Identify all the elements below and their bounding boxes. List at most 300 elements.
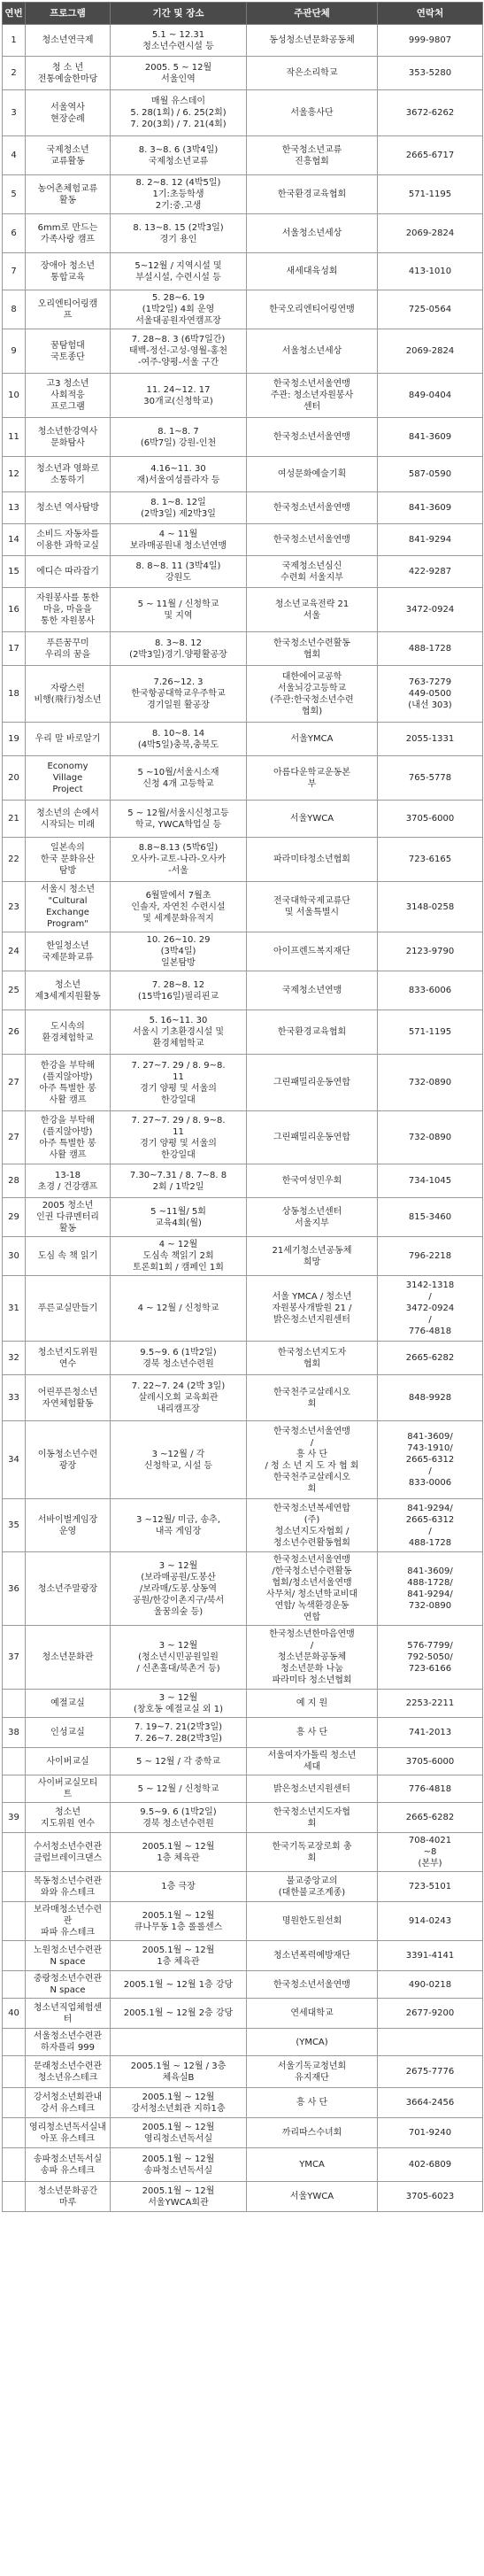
cell-period-place: 5 ~11월/ 5회 교육4회(월) — [111, 1198, 247, 1237]
cell-period-place: 10. 26~10. 29 (3박4일) 일본탐방 — [111, 932, 247, 971]
cell-organizer: 한국청소년서울연맹 — [247, 492, 378, 524]
cell-number: 17 — [3, 632, 26, 666]
cell-number: 27 — [3, 1111, 26, 1164]
cell-contact: 841-3609 — [378, 418, 483, 457]
cell-contact: 2665-6717 — [378, 136, 483, 175]
cell-contact: 488-1728 — [378, 632, 483, 666]
cell-number — [3, 1902, 26, 1941]
cell-program: 13-18 초경 / 건강캠프 — [26, 1164, 111, 1198]
cell-organizer: 한국청소년한마음연맹 / 청소년문화공동체 청소년문화 나눔 파라미타 청소년협회 — [247, 1626, 378, 1690]
table-row — [3, 556, 483, 588]
cell-program: 어린푸른청소년 자연체험활동 — [26, 1375, 111, 1421]
cell-organizer: 흥 사 단 — [247, 1718, 378, 1748]
cell-number: 25 — [3, 971, 26, 1010]
table-row — [3, 1342, 483, 1375]
cell-period-place: 8. 13~8. 15 (2박3일) 경기 용인 — [111, 214, 247, 253]
cell-contact: 841-3609/ 743-1910/ 2665-6312 / 833-0006 — [378, 1421, 483, 1499]
cell-period-place: 1층 극장 — [111, 1872, 247, 1902]
cell-number: 12 — [3, 457, 26, 492]
cell-period-place: 3 ~ 12월 (보라매공원/도봉산 /보라매/도봉.상동역 공원/한강이촌지구/북서 울꿈의숲 등) — [111, 1552, 247, 1626]
cell-period-place: 8. 10~8. 14 (4박5일)충북,충북도 — [111, 723, 247, 756]
cell-program: 도심 속 책 읽기 — [26, 1237, 111, 1276]
cell-number — [3, 2182, 26, 2212]
cell-contact: 3472-0924 — [378, 588, 483, 632]
cell-organizer: YMCA — [247, 2148, 378, 2182]
cell-program: 푸른교실만들기 — [26, 1276, 111, 1342]
cell-number: 27 — [3, 1055, 26, 1111]
cell-contact: 571-1195 — [378, 175, 483, 214]
cell-organizer: 서울YWCA — [247, 801, 378, 838]
cell-program: 우리 말 바로알기 — [26, 723, 111, 756]
cell-program: 에디슨 따라잡기 — [26, 556, 111, 588]
cell-contact: 3672-6262 — [378, 90, 483, 136]
cell-contact: 841-3609 — [378, 492, 483, 524]
cell-number: 22 — [3, 838, 26, 882]
cell-organizer: 연세대학교 — [247, 1999, 378, 2029]
cell-period-place: 2005.1월 ~ 12월 / 3층 체육실B — [111, 2056, 247, 2088]
cell-period-place: 7. 28~8. 3 (6박7일간) 태백-정선-고성-영월-홍천 -여주-양평-서울 구간 — [111, 329, 247, 374]
cell-program: 목동청소년수련관 와와 유스테크 — [26, 1872, 111, 1902]
table-row — [3, 1833, 483, 1872]
cell-program: 이동청소년수련 광장 — [26, 1421, 111, 1499]
table-header-row — [3, 3, 483, 25]
cell-contact: 776-4818 — [378, 1775, 483, 1803]
cell-contact: 3391-4141 — [378, 1941, 483, 1971]
table-row — [3, 1999, 483, 2029]
cell-number: 29 — [3, 1198, 26, 1237]
cell-number — [3, 1775, 26, 1803]
cell-program: 서울청소년수련관 하자플리 999 — [26, 2029, 111, 2056]
cell-organizer: 여성문화예술기획 — [247, 457, 378, 492]
table-row — [3, 1971, 483, 1999]
cell-program: 한강을 부탁해 (플지않아방) 아주 특별한 봉 사활 캠프 — [26, 1055, 111, 1111]
cell-program: 서바이벌게임장 운영 — [26, 1499, 111, 1552]
cell-period-place: 8. 3~8. 6 (3박4일) 국제청소년교류 — [111, 136, 247, 175]
cell-organizer: 대한에어교공학 서울뇌강고등학교 (주관:한국청소년수련 협회) — [247, 666, 378, 723]
cell-number — [3, 1971, 26, 1999]
cell-organizer: 한국청소년지도자협 회 — [247, 1803, 378, 1833]
table-row — [3, 1690, 483, 1718]
cell-period-place: 2005.1월 ~ 12월 1층 체육관 — [111, 1833, 247, 1872]
cell-organizer: 한국기독교장로회 총 회 — [247, 1833, 378, 1872]
cell-number — [3, 1941, 26, 1971]
cell-contact: 413-1010 — [378, 253, 483, 290]
cell-contact: 701-9240 — [378, 2118, 483, 2148]
cell-program: 청소년과 영화로 소통하기 — [26, 457, 111, 492]
cell-number: 40 — [3, 1999, 26, 2029]
table-row — [3, 418, 483, 457]
cell-contact: 3142-1318 / 3472-0924 / 776-4818 — [378, 1276, 483, 1342]
table-row — [3, 492, 483, 524]
cell-contact: 849-0404 — [378, 374, 483, 418]
cell-number — [3, 1833, 26, 1872]
table-row — [3, 1626, 483, 1690]
cell-period-place: 6월말에서 7월초 인솔자, 자연친 수련시설 및 세계문화유적지 — [111, 882, 247, 932]
cell-number: 23 — [3, 882, 26, 932]
cell-program: 오리엔티어링캠 프 — [26, 290, 111, 329]
table-row — [3, 329, 483, 374]
cell-organizer: 상동청소년센터 서울지부 — [247, 1198, 378, 1237]
table-row — [3, 1010, 483, 1055]
cell-number: 15 — [3, 556, 26, 588]
cell-number: 34 — [3, 1421, 26, 1499]
cell-program: 송파청소년독서실 송파 유스테크 — [26, 2148, 111, 2182]
cell-program: 푸른꿈꾸미 우리의 꿈을 — [26, 632, 111, 666]
cell-program: 보라매청소년수련 관 파파 유스테크 — [26, 1902, 111, 1941]
cell-program: 청소년지도위원 연수 — [26, 1342, 111, 1375]
cell-period-place: 2005.1월 ~ 12월 1층 강당 — [111, 1971, 247, 1999]
cell-organizer: 파라미타청소년협회 — [247, 838, 378, 882]
cell-period-place: 3 ~ 12월 (창호동 예절교실 외 1) — [111, 1690, 247, 1718]
cell-organizer: 서울여자가톨릭 청소년 세대 — [247, 1748, 378, 1775]
table-row — [3, 175, 483, 214]
table-row — [3, 457, 483, 492]
cell-period-place: 7. 22~7. 24 (2박 3일) 살레시오회 교육회관 내리캠프장 — [111, 1375, 247, 1421]
cell-period-place: 4 ~ 12월 / 신청학교 — [111, 1276, 247, 1342]
table-row — [3, 932, 483, 971]
cell-program: 청소년주말광장 — [26, 1552, 111, 1626]
cell-program: 자랑스런 비행(飛行)청소년 — [26, 666, 111, 723]
cell-period-place: 2005. 5 ~ 12월 서울인역 — [111, 57, 247, 90]
cell-period-place: 2005.1월 ~ 12월 강서청소년회관 지하1층 — [111, 2088, 247, 2118]
cell-contact: 732-0890 — [378, 1111, 483, 1164]
cell-organizer: 예 지 원 — [247, 1690, 378, 1718]
cell-contact: 2069-2824 — [378, 214, 483, 253]
cell-period-place: 8. 2~8. 12 (4박5일) 1기:초등학생 2기:중.고생 — [111, 175, 247, 214]
cell-period-place: 5 ~10월/서울시소재 신청 4개 고등학교 — [111, 756, 247, 801]
cell-program: 장애아 청소년 통합교육 — [26, 253, 111, 290]
cell-organizer: 서울청소년세상 — [247, 329, 378, 374]
table-row — [3, 1941, 483, 1971]
cell-organizer: 전국대학국제교류단 및 서울특별시 — [247, 882, 378, 932]
cell-number: 31 — [3, 1276, 26, 1342]
cell-organizer: 한국환경교육협회 — [247, 1010, 378, 1055]
cell-number: 13 — [3, 492, 26, 524]
cell-contact: 999-9807 — [378, 25, 483, 57]
cell-period-place: 4.16~11. 30 재)서울여성플라자 등 — [111, 457, 247, 492]
header-contact: 연락처 — [378, 3, 483, 25]
cell-program: 청 소 년 전통예술한마당 — [26, 57, 111, 90]
cell-program: 청소년 제3세계지원활동 — [26, 971, 111, 1010]
cell-number — [3, 1690, 26, 1718]
table-body — [3, 25, 483, 2212]
cell-organizer: 까리따스수녀회 — [247, 2118, 378, 2148]
cell-number — [3, 2056, 26, 2088]
cell-contact: 725-0564 — [378, 290, 483, 329]
table-row — [3, 2088, 483, 2118]
cell-period-place: 5 ~ 11월 / 신청학교 및 지역 — [111, 588, 247, 632]
table-row — [3, 588, 483, 632]
cell-period-place: 4 ~ 11월 보라매공원내 청소년연맹 — [111, 524, 247, 556]
cell-contact: 571-1195 — [378, 1010, 483, 1055]
table-row — [3, 801, 483, 838]
cell-period-place: 2005.1월 ~ 12월 송파청소년독서실 — [111, 2148, 247, 2182]
cell-organizer: 서울YMCA — [247, 723, 378, 756]
table-row — [3, 90, 483, 136]
cell-number: 20 — [3, 756, 26, 801]
cell-period-place: 2005.1월 ~ 12월 영리청소년독서실 — [111, 2118, 247, 2148]
cell-contact: 734-1045 — [378, 1164, 483, 1198]
cell-number — [3, 2148, 26, 2182]
cell-contact: 422-9287 — [378, 556, 483, 588]
table-row — [3, 632, 483, 666]
cell-contact: 587-0590 — [378, 457, 483, 492]
cell-program: 노원청소년수련관 N space — [26, 1941, 111, 1971]
header-organizer: 주관단체 — [247, 3, 378, 25]
cell-contact: 841-9294 — [378, 524, 483, 556]
cell-period-place: 2005.1월 ~ 12월 2층 강당 — [111, 1999, 247, 2029]
cell-number: 32 — [3, 1342, 26, 1375]
cell-number: 2 — [3, 57, 26, 90]
cell-period-place: 5. 16~11. 30 서울시 기초환경시설 및 환경체험학교 — [111, 1010, 247, 1055]
table-row — [3, 290, 483, 329]
table-row — [3, 1748, 483, 1775]
cell-period-place: 8. 1~8. 12일 (2박3일) 제2박3일 — [111, 492, 247, 524]
cell-organizer: 동성청소년문화공동체 — [247, 25, 378, 57]
cell-organizer: 아름다운학교운동본 부 — [247, 756, 378, 801]
table-row — [3, 971, 483, 1010]
table-row — [3, 25, 483, 57]
table-row — [3, 2056, 483, 2088]
table-row — [3, 723, 483, 756]
table-row — [3, 214, 483, 253]
cell-period-place: 7. 19~7. 21(2박3일) 7. 26~7. 28(2박3일) — [111, 1718, 247, 1748]
cell-organizer: 불교중앙교의 (대한불교조계종) — [247, 1872, 378, 1902]
cell-number: 9 — [3, 329, 26, 374]
cell-contact: 732-0890 — [378, 1055, 483, 1111]
cell-program: 청소년한강역사 문화탐사 — [26, 418, 111, 457]
cell-program: 도시속의 환경체험학교 — [26, 1010, 111, 1055]
table-row — [3, 253, 483, 290]
cell-period-place: 7. 27~7. 29 / 8. 9~8. 11 경기 양평 및 서울의 한강일대 — [111, 1055, 247, 1111]
table-row — [3, 1902, 483, 1941]
cell-contact: 2675-7776 — [378, 2056, 483, 2088]
cell-program: 한일청소년 국제문화교류 — [26, 932, 111, 971]
table-row — [3, 666, 483, 723]
table-row — [3, 57, 483, 90]
cell-contact: 848-9928 — [378, 1375, 483, 1421]
cell-program: 청소년의 손에서 시작되는 미래 — [26, 801, 111, 838]
cell-period-place — [111, 2029, 247, 2056]
table-row — [3, 1718, 483, 1748]
cell-period-place: 11. 24~12. 17 30개교(신청학교) — [111, 374, 247, 418]
cell-organizer: 청소년교육전략 21 서울 — [247, 588, 378, 632]
cell-program: 고3 청소년 사회적응 프로그램 — [26, 374, 111, 418]
cell-contact: 765-5778 — [378, 756, 483, 801]
table-row — [3, 2029, 483, 2056]
cell-program: 청소년 역사탐방 — [26, 492, 111, 524]
cell-program: 청소년연극제 — [26, 25, 111, 57]
table-row — [3, 2118, 483, 2148]
cell-number: 33 — [3, 1375, 26, 1421]
cell-period-place: 5 ~ 12월/서울시신청고등 학교, YWCA학업실 등 — [111, 801, 247, 838]
cell-number: 30 — [3, 1237, 26, 1276]
cell-number: 5 — [3, 175, 26, 214]
cell-program: 영리청소년독서실내 아포 유스테크 — [26, 2118, 111, 2148]
cell-organizer: 한국청소년서울연맹 / 흥 사 단 / 청 소 년 지 도 자 협 회 한국천주교살레시오 회 — [247, 1421, 378, 1499]
cell-contact: 708-4021 ~8 (본부) — [378, 1833, 483, 1872]
cell-period-place: 5. 28~6. 19 (1박2일) 4회 운영 서울대공원자연캠프장 — [111, 290, 247, 329]
cell-contact: 576-7799/ 792-5050/ 723-6166 — [378, 1626, 483, 1690]
header-period-place: 기간 및 장소 — [111, 3, 247, 25]
cell-contact: 2123-9790 — [378, 932, 483, 971]
cell-contact: 3705-6023 — [378, 2182, 483, 2212]
table-row — [3, 1198, 483, 1237]
cell-program: 농어촌체험교류 활동 — [26, 175, 111, 214]
cell-contact: 833-6006 — [378, 971, 483, 1010]
cell-organizer: 한국청소년서울연맹 — [247, 1971, 378, 1999]
cell-program: 일본속의 한국 문화유산 탐방 — [26, 838, 111, 882]
cell-number: 28 — [3, 1164, 26, 1198]
cell-program: 사이버교실 — [26, 1748, 111, 1775]
table-row — [3, 1552, 483, 1626]
cell-contact: 841-9294/ 2665-6312 / 488-1728 — [378, 1499, 483, 1552]
cell-program: 사이버교실모티 트 — [26, 1775, 111, 1803]
cell-program: 서울시 청소년 "Cultural Exchange Program" — [26, 882, 111, 932]
cell-period-place: 7. 27~7. 29 / 8. 9~8. 11 경기 양평 및 서울의 한강일대 — [111, 1111, 247, 1164]
cell-contact: 815-3460 — [378, 1198, 483, 1237]
cell-organizer: 새세대육성회 — [247, 253, 378, 290]
cell-contact: 3664-2456 — [378, 2088, 483, 2118]
table-row — [3, 524, 483, 556]
cell-program: 한강을 부탁해 (플지않아방) 아주 특별한 봉 사활 캠프 — [26, 1111, 111, 1164]
cell-number — [3, 1748, 26, 1775]
cell-period-place: 2005.1월 ~ 12월 서울YWCA회관 — [111, 2182, 247, 2212]
cell-organizer: 그린패밀리운동연합 — [247, 1055, 378, 1111]
cell-period-place: 3 ~ 12월 (청소년시민공원일원 / 신촌홀대/북촌거 등) — [111, 1626, 247, 1690]
table-row — [3, 1421, 483, 1499]
cell-period-place: 2005.1월 ~ 12월 큐나무동 1층 롤롤센스 — [111, 1902, 247, 1941]
cell-number: 37 — [3, 1626, 26, 1690]
cell-number — [3, 2088, 26, 2118]
cell-organizer: 서울 YMCA / 청소년 자원봉사개발원 21 / 밝은청소년지원센터 — [247, 1276, 378, 1342]
cell-program: 중랑청소년수련관 N space — [26, 1971, 111, 1999]
cell-program: 수서청소년수련관 클럽브레이크댄스 — [26, 1833, 111, 1872]
cell-organizer: (YMCA) — [247, 2029, 378, 2056]
cell-program: Economy Village Project — [26, 756, 111, 801]
cell-program: 예절교실 — [26, 1690, 111, 1718]
table-row — [3, 1775, 483, 1803]
cell-number: 1 — [3, 25, 26, 57]
cell-program: 청소년문화공간 마루 — [26, 2182, 111, 2212]
table-row — [3, 2182, 483, 2212]
cell-contact: 3705-6000 — [378, 1748, 483, 1775]
cell-program: 청소년문화관 — [26, 1626, 111, 1690]
table-row — [3, 2148, 483, 2182]
cell-program: 인성교실 — [26, 1718, 111, 1748]
cell-number: 4 — [3, 136, 26, 175]
cell-organizer: 한국청소년지도자 협회 — [247, 1342, 378, 1375]
cell-contact: 741-2013 — [378, 1718, 483, 1748]
cell-number: 10 — [3, 374, 26, 418]
cell-organizer: 작은소리학교 — [247, 57, 378, 90]
cell-program: 자원봉사를 통한 마을, 마을을 통한 자원봉사 — [26, 588, 111, 632]
cell-period-place: 8.8~8.13 (5박6일) 오사카-교토-나라-오사카 -서울 — [111, 838, 247, 882]
cell-program: 6mm로 만드는 가족사랑 캠프 — [26, 214, 111, 253]
cell-organizer: 21세기청소년공동체 희망 — [247, 1237, 378, 1276]
cell-program: 소비드 자동차를 이용한 과학교실 — [26, 524, 111, 556]
cell-contact: 763-7279 449-0500 (내선 303) — [378, 666, 483, 723]
cell-number: 11 — [3, 418, 26, 457]
cell-contact: 2677-9200 — [378, 1999, 483, 2029]
table-row — [3, 1164, 483, 1198]
cell-period-place: 5 ~ 12월 / 신청학교 — [111, 1775, 247, 1803]
cell-organizer: 그린패밀리운동연합 — [247, 1111, 378, 1164]
cell-organizer: 명원한도원선회 — [247, 1902, 378, 1941]
table-row — [3, 756, 483, 801]
cell-contact: 490-0218 — [378, 1971, 483, 1999]
cell-organizer: 한국환경교육협회 — [247, 175, 378, 214]
cell-number: 8 — [3, 290, 26, 329]
cell-organizer: 서울YWCA — [247, 2182, 378, 2212]
cell-contact — [378, 2029, 483, 2056]
cell-period-place: 8. 3~8. 12 (2박3일)경기.양평활공장 — [111, 632, 247, 666]
cell-contact: 3705-6000 — [378, 801, 483, 838]
cell-period-place: 5~12월 / 지역시설 및 부설시설, 수련시설 등 — [111, 253, 247, 290]
cell-contact: 841-3609/ 488-1728/ 841-9294/ 732-0890 — [378, 1552, 483, 1626]
cell-number: 16 — [3, 588, 26, 632]
cell-period-place: 5.1 ~ 12.31 청소년수련시설 등 — [111, 25, 247, 57]
cell-number — [3, 2029, 26, 2056]
cell-organizer: 한국천주교살레시오 회 — [247, 1375, 378, 1421]
cell-contact: 3148-0258 — [378, 882, 483, 932]
header-number: 연번 — [3, 3, 26, 25]
program-table — [2, 2, 483, 2212]
cell-organizer: 청소년폭력예방재단 — [247, 1941, 378, 1971]
cell-number: 19 — [3, 723, 26, 756]
cell-organizer: 서울기독교청년회 유지재단 — [247, 2056, 378, 2088]
cell-number: 39 — [3, 1803, 26, 1833]
cell-number: 38 — [3, 1718, 26, 1748]
cell-number: 35 — [3, 1499, 26, 1552]
cell-period-place: 2005.1월 ~ 12월 1층 체육관 — [111, 1941, 247, 1971]
cell-period-place: 3 ~12월/ 미금, 송추, 내곡 게임장 — [111, 1499, 247, 1552]
cell-contact: 723-5101 — [378, 1872, 483, 1902]
cell-organizer: 밝은청소년지원센터 — [247, 1775, 378, 1803]
cell-period-place: 매월 유스데이 5. 28(1회) / 6. 25(2회) 7. 20(3회) / 7. 21(4회) — [111, 90, 247, 136]
table-row — [3, 1499, 483, 1552]
table-row — [3, 882, 483, 932]
cell-period-place: 7.30~7.31 / 8. 7~8. 8 2회 / 1박2일 — [111, 1164, 247, 1198]
cell-period-place: 5 ~ 12월 / 각 중학교 — [111, 1748, 247, 1775]
cell-number: 36 — [3, 1552, 26, 1626]
cell-organizer: 흥 사 단 — [247, 2088, 378, 2118]
cell-contact: 2069-2824 — [378, 329, 483, 374]
cell-number: 18 — [3, 666, 26, 723]
cell-organizer: 한국청소년교류 진흥협회 — [247, 136, 378, 175]
cell-period-place: 9.5~9. 6 (1박2일) 경북 청소년수련원 — [111, 1803, 247, 1833]
cell-contact: 2055-1331 — [378, 723, 483, 756]
table-row — [3, 1375, 483, 1421]
cell-period-place: 8. 8~8. 11 (3박4일) 강원도 — [111, 556, 247, 588]
cell-period-place: 7. 28~8. 12 (15박16일)필리핀교 — [111, 971, 247, 1010]
cell-number: 26 — [3, 1010, 26, 1055]
cell-organizer: 아이프렌드복지재단 — [247, 932, 378, 971]
table-row — [3, 838, 483, 882]
cell-program: 꿈탐험대 국토종단 — [26, 329, 111, 374]
cell-program: 국제청소년 교류활동 — [26, 136, 111, 175]
cell-organizer: 서울청소년세상 — [247, 214, 378, 253]
cell-period-place: 7.26~12. 3 한국항공대학교우주학교 경기일원 활공장 — [111, 666, 247, 723]
cell-contact: 2665-6282 — [378, 1803, 483, 1833]
cell-program: 청소년 지도위원 연수 — [26, 1803, 111, 1833]
cell-organizer: 한국청소년서울연맹 — [247, 524, 378, 556]
cell-organizer: 한국청소년서울연맹 — [247, 418, 378, 457]
cell-number — [3, 2118, 26, 2148]
cell-period-place: 4 ~ 12월 도심속 책읽기 2회 토론회1회 / 캠페인 1회 — [111, 1237, 247, 1276]
cell-contact: 2253-2211 — [378, 1690, 483, 1718]
table-row — [3, 1111, 483, 1164]
